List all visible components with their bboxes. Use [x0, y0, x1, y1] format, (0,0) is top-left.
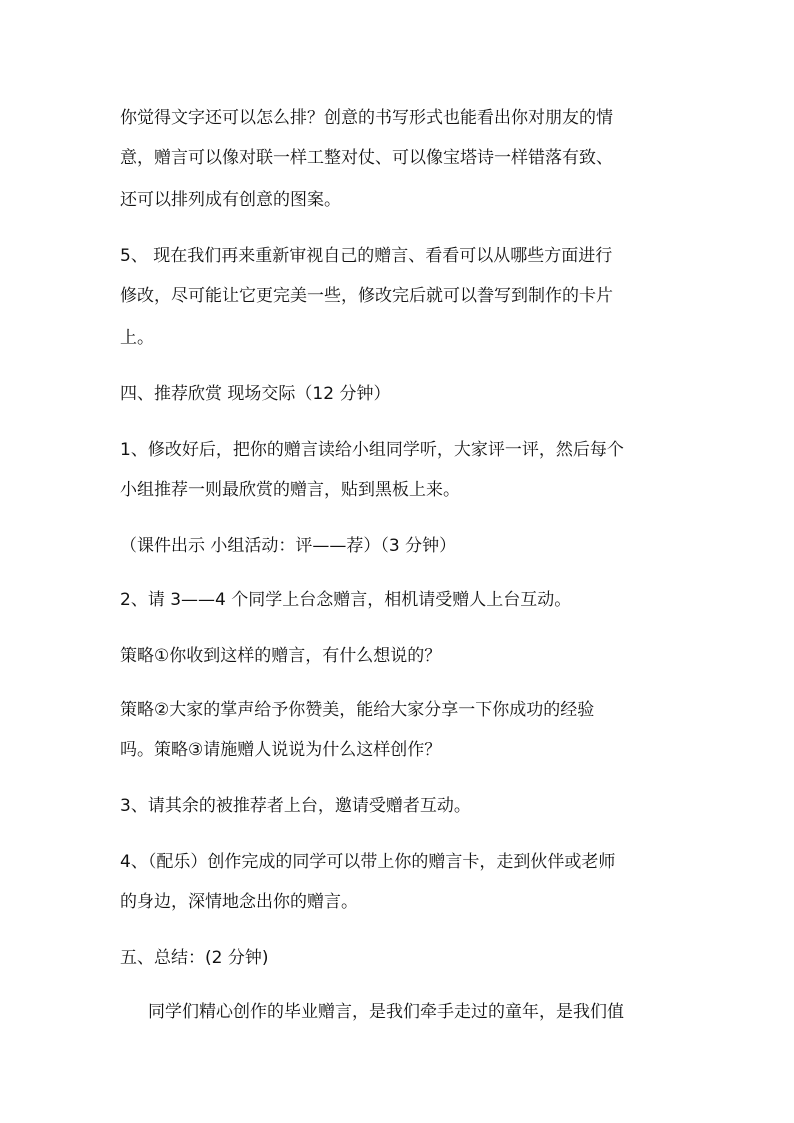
text-line: （课件出示 小组活动：评——荐）（3 分钟） [120, 536, 457, 556]
text-line: 策略①你收到这样的赠言，有什么想说的？ [120, 646, 442, 666]
text-line: 策略②大家的掌声给予你赞美，能给大家分享一下你成功的经验 [120, 700, 595, 720]
text-line: 修改，尽可能让它更完美一些，修改完后就可以誊写到制作的卡片 [120, 286, 613, 306]
text-line: 还可以排列成有创意的图案。 [120, 190, 341, 210]
section-heading: 四、推荐欣赏 现场交际（12 分钟） [120, 384, 391, 404]
text-line: 小组推荐一则最欣赏的赠言，贴到黑板上来。 [120, 480, 460, 500]
text-line: 1、修改好后，把你的赠言读给小组同学听，大家评一评，然后每个 [120, 440, 624, 460]
text-line: 2、请 3——4 个同学上台念赠言，相机请受赠人上台互动。 [120, 590, 572, 610]
text-line: 3、请其余的被推荐者上台，邀请受赠者互动。 [120, 796, 471, 816]
text-line: 5、 现在我们再来重新审视自己的赠言、看看可以从哪些方面进行 [120, 246, 613, 266]
text-line: 的身边，深情地念出你的赠言。 [120, 892, 358, 912]
text-line: 同学们精心创作的毕业赠言，是我们牵手走过的童年，是我们值 [148, 1002, 624, 1022]
text-line: 上。 [120, 328, 154, 348]
text-line: 意，赠言可以像对联一样工整对仗、可以像宝塔诗一样错落有致、 [120, 148, 613, 168]
text-line: 你觉得文字还可以怎么排？创意的书写形式也能看出你对朋友的情 [120, 108, 613, 128]
text-line: 4、（配乐）创作完成的同学可以带上你的赠言卡，走到伙伴或老师 [120, 852, 616, 872]
text-line: 吗。策略③请施赠人说说为什么这样创作？ [120, 740, 442, 760]
section-heading: 五、总结：(2 分钟) [120, 948, 269, 968]
